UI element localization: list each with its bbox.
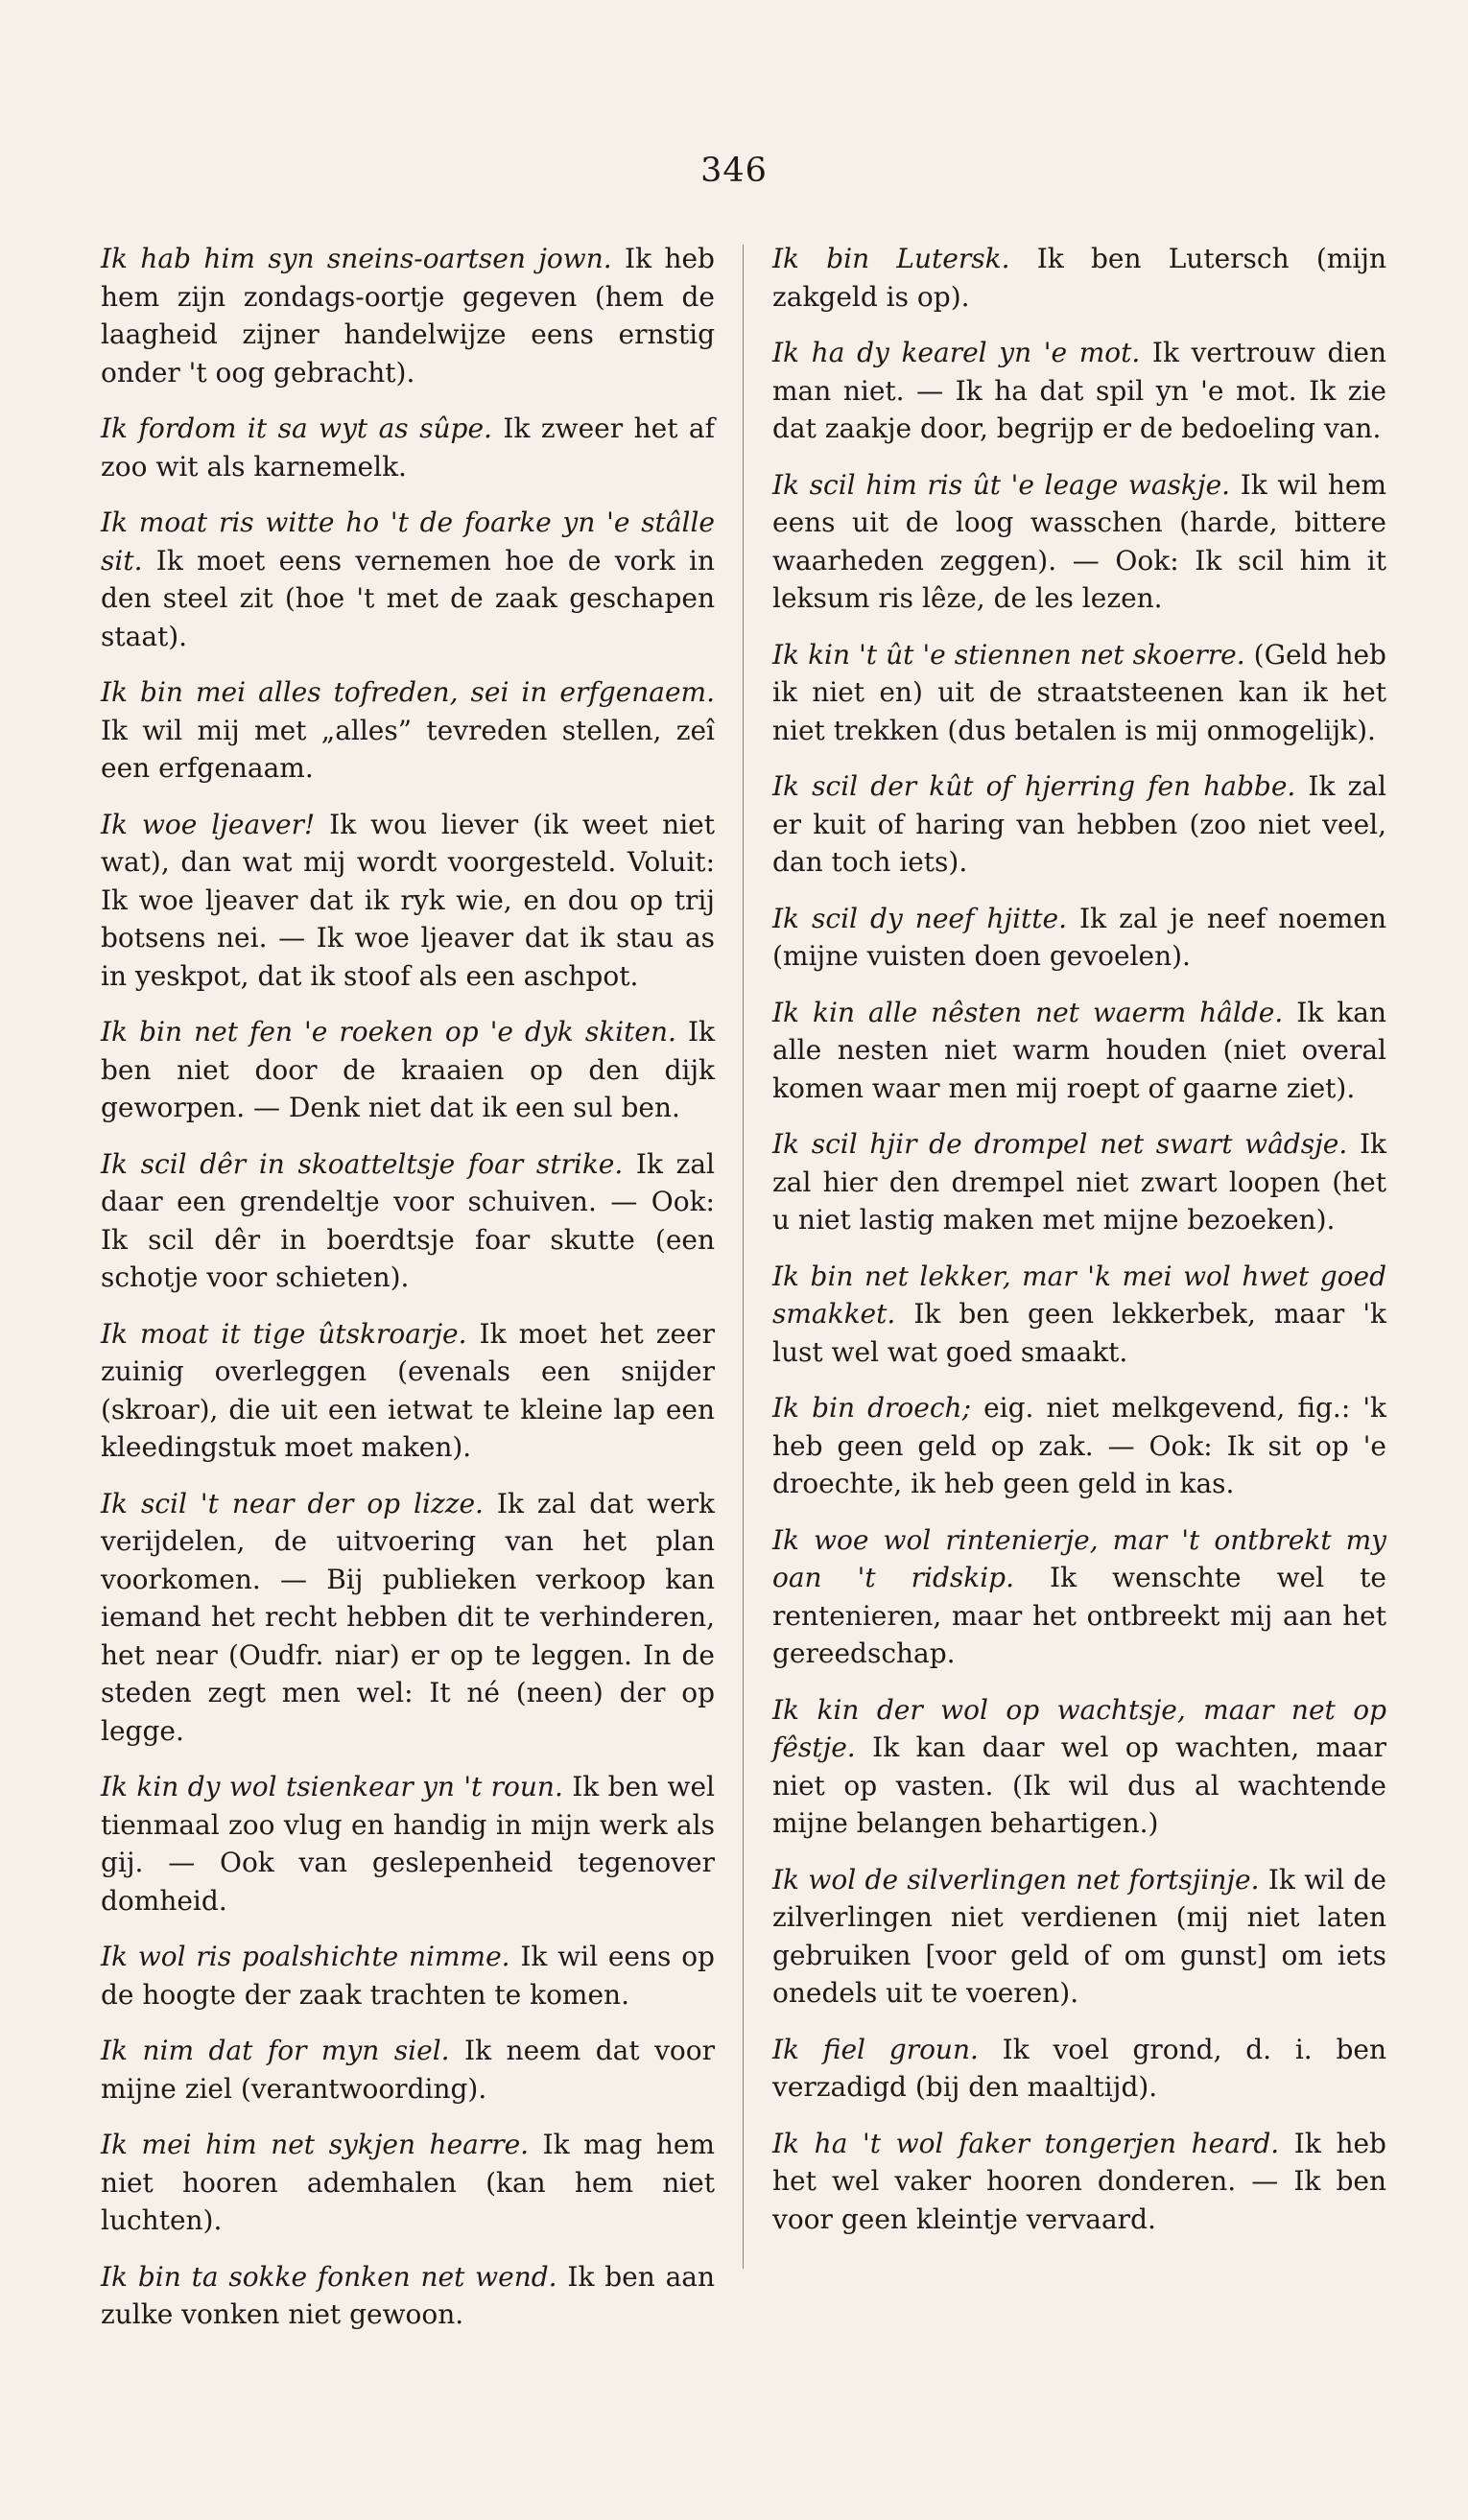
frisian-phrase: Ik kin dy wol tsienkear yn 't roun. [101, 1771, 563, 1802]
right-column [772, 240, 1386, 2256]
dutch-explanation: Ik wil hem eens uit de loog wasschen (harde, bittere waarheden zeggen). — Ook: Ik scil him it leksum ris lêze, de les lezen. [772, 468, 1387, 614]
dutch-explanation: Ik ben aan zulke vonken niet gewoon. [101, 2260, 715, 2330]
dutch-explanation: Ik zal er kuit of haring van hebben (zoo niet veel, dan toch iets). [772, 770, 1387, 878]
frisian-phrase: Ik bin droech; [772, 1392, 972, 1424]
frisian-phrase: Ik moat it tige ûtskroarje. [101, 1317, 467, 1350]
frisian-phrase: Ik ha dy kearel yn 'e mot. [772, 337, 1141, 368]
dutch-explanation: Ik voel grond, d. i. ben verzadigd (bij den maaltijd). [772, 2033, 1386, 2103]
frisian-phrase: Ik wol de silverlingen net fortsjinje. [772, 1863, 1260, 1896]
dutch-explanation: Ik wenschte wel te rentenieren, maar het ontbreekt mij aan het gereedschap. [772, 1562, 1386, 1669]
entry [772, 1125, 1386, 1239]
dutch-explanation: Ik wil mij met „alles” tevreden stellen, zeî een erfgenaam. [101, 714, 715, 784]
entry [772, 1258, 1386, 1372]
entry [772, 2125, 1386, 2239]
frisian-phrase: Ik mei him net sykjen hearre. [101, 2129, 530, 2160]
dutch-explanation: Ik wou liever (ik weet niet wat), dan wat mij wordt voorgesteld. Voluit: Ik woe ljeaver dat ik ryk wie, en dou op trij botsens nei. — Ik woe ljeaver dat ik stau as in yeskpot, dat ik stoof als een aschpot. [101, 808, 715, 992]
entry [772, 1691, 1386, 1843]
entry [772, 900, 1386, 976]
entry [772, 767, 1386, 882]
entry [101, 1768, 715, 1919]
dutch-explanation: Ik heb hem zijn zondags-oortje gegeven (hem de laagheid zijner handelwijze eens ernstig onder 't oog gebracht). [101, 243, 715, 389]
frisian-phrase: Ik fiel groun. [772, 2033, 979, 2065]
page-number: 346 [700, 152, 768, 190]
dutch-explanation: Ik kan daar wel op wachten, maar niet op vasten. (Ik wil dus al wachtende mijne belangen behartigen.) [772, 1731, 1386, 1839]
frisian-phrase: Ik nim dat for myn siel. [101, 2035, 450, 2066]
frisian-phrase: Ik bin net fen 'e roeken op 'e dyk skiten. [101, 1016, 676, 1048]
frisian-phrase: Ik kin 't ût 'e stiennen net skoerre. [772, 638, 1245, 671]
frisian-phrase: Ik scil hjir de drompel net swart wâdsje. [772, 1128, 1348, 1160]
frisian-phrase: Ik kin alle nêsten net waerm hâlde. [772, 996, 1284, 1028]
entry [101, 2258, 715, 2334]
dutch-explanation: Ik ben niet door de kraaien op den dijk geworpen. — Denk niet dat ik een sul ben. [101, 1016, 715, 1123]
frisian-phrase: Ik fordom it sa wyt as sûpe. [101, 412, 492, 444]
dutch-explanation: Ik zal hier den drempel niet zwart loopen (het u niet lastig maken met mijne bezoeken). [772, 1128, 1386, 1236]
dutch-explanation: Ik ben wel tienmaal zoo vlug en handig in mijn werk als gij. — Ook van geslepenheid tegenover domheid. [101, 1771, 715, 1917]
entry [772, 1389, 1386, 1503]
entry [772, 240, 1386, 316]
frisian-phrase: Ik scil 't near der op lizze. [101, 1487, 484, 1519]
dutch-explanation: Ik vertrouw dien man niet. — Ik ha dat spil yn 'e mot. Ik zie dat zaakje door, begrijp er de bedoeling van. [772, 337, 1386, 444]
frisian-phrase: Ik hab him syn sneins-oartsen jown. [101, 243, 612, 274]
frisian-phrase: Ik kin der wol op wachtsje, maar net op fêstje. [772, 1693, 1386, 1763]
frisian-phrase: Ik wol ris poalshichte nimme. [101, 1941, 510, 1972]
entry [101, 1145, 715, 1297]
frisian-phrase: Ik scil dêr in skoatteltsje foar strike. [101, 1147, 624, 1180]
entry [101, 2126, 715, 2240]
dutch-explanation: Ik ben Lutersch (mijn zakgeld is op). [772, 243, 1386, 313]
frisian-phrase: Ik woe ljeaver! [101, 808, 316, 840]
entry [772, 1521, 1386, 1673]
entry [101, 410, 715, 485]
frisian-phrase: Ik ha 't wol faker tongerjen heard. [772, 2127, 1280, 2159]
entry [772, 636, 1386, 750]
entry [101, 806, 715, 996]
column-divider [743, 245, 744, 2269]
dutch-explanation: Ik zal daar een grendeltje voor schuiven. — Ook: Ik scil dêr in boerdtsje foar skutte (een schotje voor schieten). [101, 1147, 715, 1293]
entry [101, 1013, 715, 1127]
dutch-explanation: Ik wil eens op de hoogte der zaak trachten te komen. [101, 1941, 715, 2011]
dutch-explanation: Ik heb het wel vaker hooren donderen. — Ik ben voor geen kleintje vervaard. [772, 2127, 1386, 2235]
dutch-explanation: Ik wil de zilverlingen niet verdienen (mij niet laten gebruiken [voor geld of om gunst] om iets onedels uit te voeren). [772, 1863, 1386, 2009]
frisian-phrase: Ik bin net lekker, mar 'k mei wol hwet goed smakket. [772, 1260, 1386, 1330]
entry [101, 2032, 715, 2108]
dutch-explanation: Ik ben geen lekkerbek, maar 'k lust wel wat goed smaakt. [772, 1298, 1386, 1368]
dutch-explanation: (Geld heb ik niet en) uit de straatsteenen kan ik het niet trekken (dus betalen is mij onmogelijk). [772, 638, 1386, 746]
entry [772, 2031, 1386, 2107]
entry [101, 1485, 715, 1751]
dutch-explanation: Ik moet eens vernemen hoe de vork in den steel zit (hoe 't met de zaak geschapen staat). [101, 544, 715, 652]
entry [101, 1938, 715, 2014]
dutch-explanation: Ik mag hem niet hooren ademhalen (kan hem niet luchten). [101, 2129, 715, 2236]
dutch-explanation: Ik moet het zeer zuinig overleggen (evenals een snijder (skroar), die uit een ietwat te kleine lap een kleedingstuk moet maken). [101, 1317, 715, 1463]
entry [772, 1861, 1386, 2013]
entry [772, 994, 1386, 1108]
entry [772, 466, 1386, 618]
frisian-phrase: Ik scil him ris ût 'e leage waskje. [772, 468, 1231, 501]
frisian-phrase: Ik bin Lutersk. [772, 243, 1010, 274]
frisian-phrase: Ik scil der kût of hjerring fen habbe. [772, 770, 1296, 802]
dutch-explanation: Ik zal dat werk verijdelen, de uitvoering van het plan voorkomen. — Bij publieken verkoop kan iemand het recht hebben dit te verhinderen, het near (Oudfr. niar) er op te leggen. In de steden zegt men wel: It né (neen) der op legge. [101, 1487, 715, 1747]
entry [101, 1315, 715, 1467]
dutch-explanation: Ik kan alle nesten niet warm houden (niet overal komen waar men mij roept of gaarne ziet). [772, 996, 1387, 1104]
frisian-phrase: Ik woe wol rintenierje, mar 't ontbrekt my oan 't ridskip. [772, 1523, 1386, 1593]
dutch-explanation: Ik zal je neef noemen (mijne vuisten doen gevoelen). [772, 902, 1386, 972]
left-column [101, 240, 715, 2352]
entry [101, 504, 715, 655]
entry [772, 334, 1386, 448]
entry [101, 673, 715, 788]
frisian-phrase: Ik bin mei alles tofreden, sei in erfgenaem. [101, 676, 715, 708]
dutch-explanation: Ik neem dat voor mijne ziel (verantwoording). [101, 2035, 715, 2105]
entry [101, 240, 715, 391]
frisian-phrase: Ik moat ris witte ho 't de foarke yn 'e stâlle sit. [101, 506, 715, 577]
frisian-phrase: Ik bin ta sokke fonken net wend. [101, 2260, 557, 2293]
dutch-explanation: Ik zweer het af zoo wit als karnemelk. [101, 412, 715, 483]
dutch-explanation: eig. niet melkgevend, fig.: 'k heb geen geld op zak. — Ook: Ik sit op 'e droechte, ik heb geen geld in kas. [772, 1392, 1387, 1499]
frisian-phrase: Ik scil dy neef hjitte. [772, 902, 1068, 934]
